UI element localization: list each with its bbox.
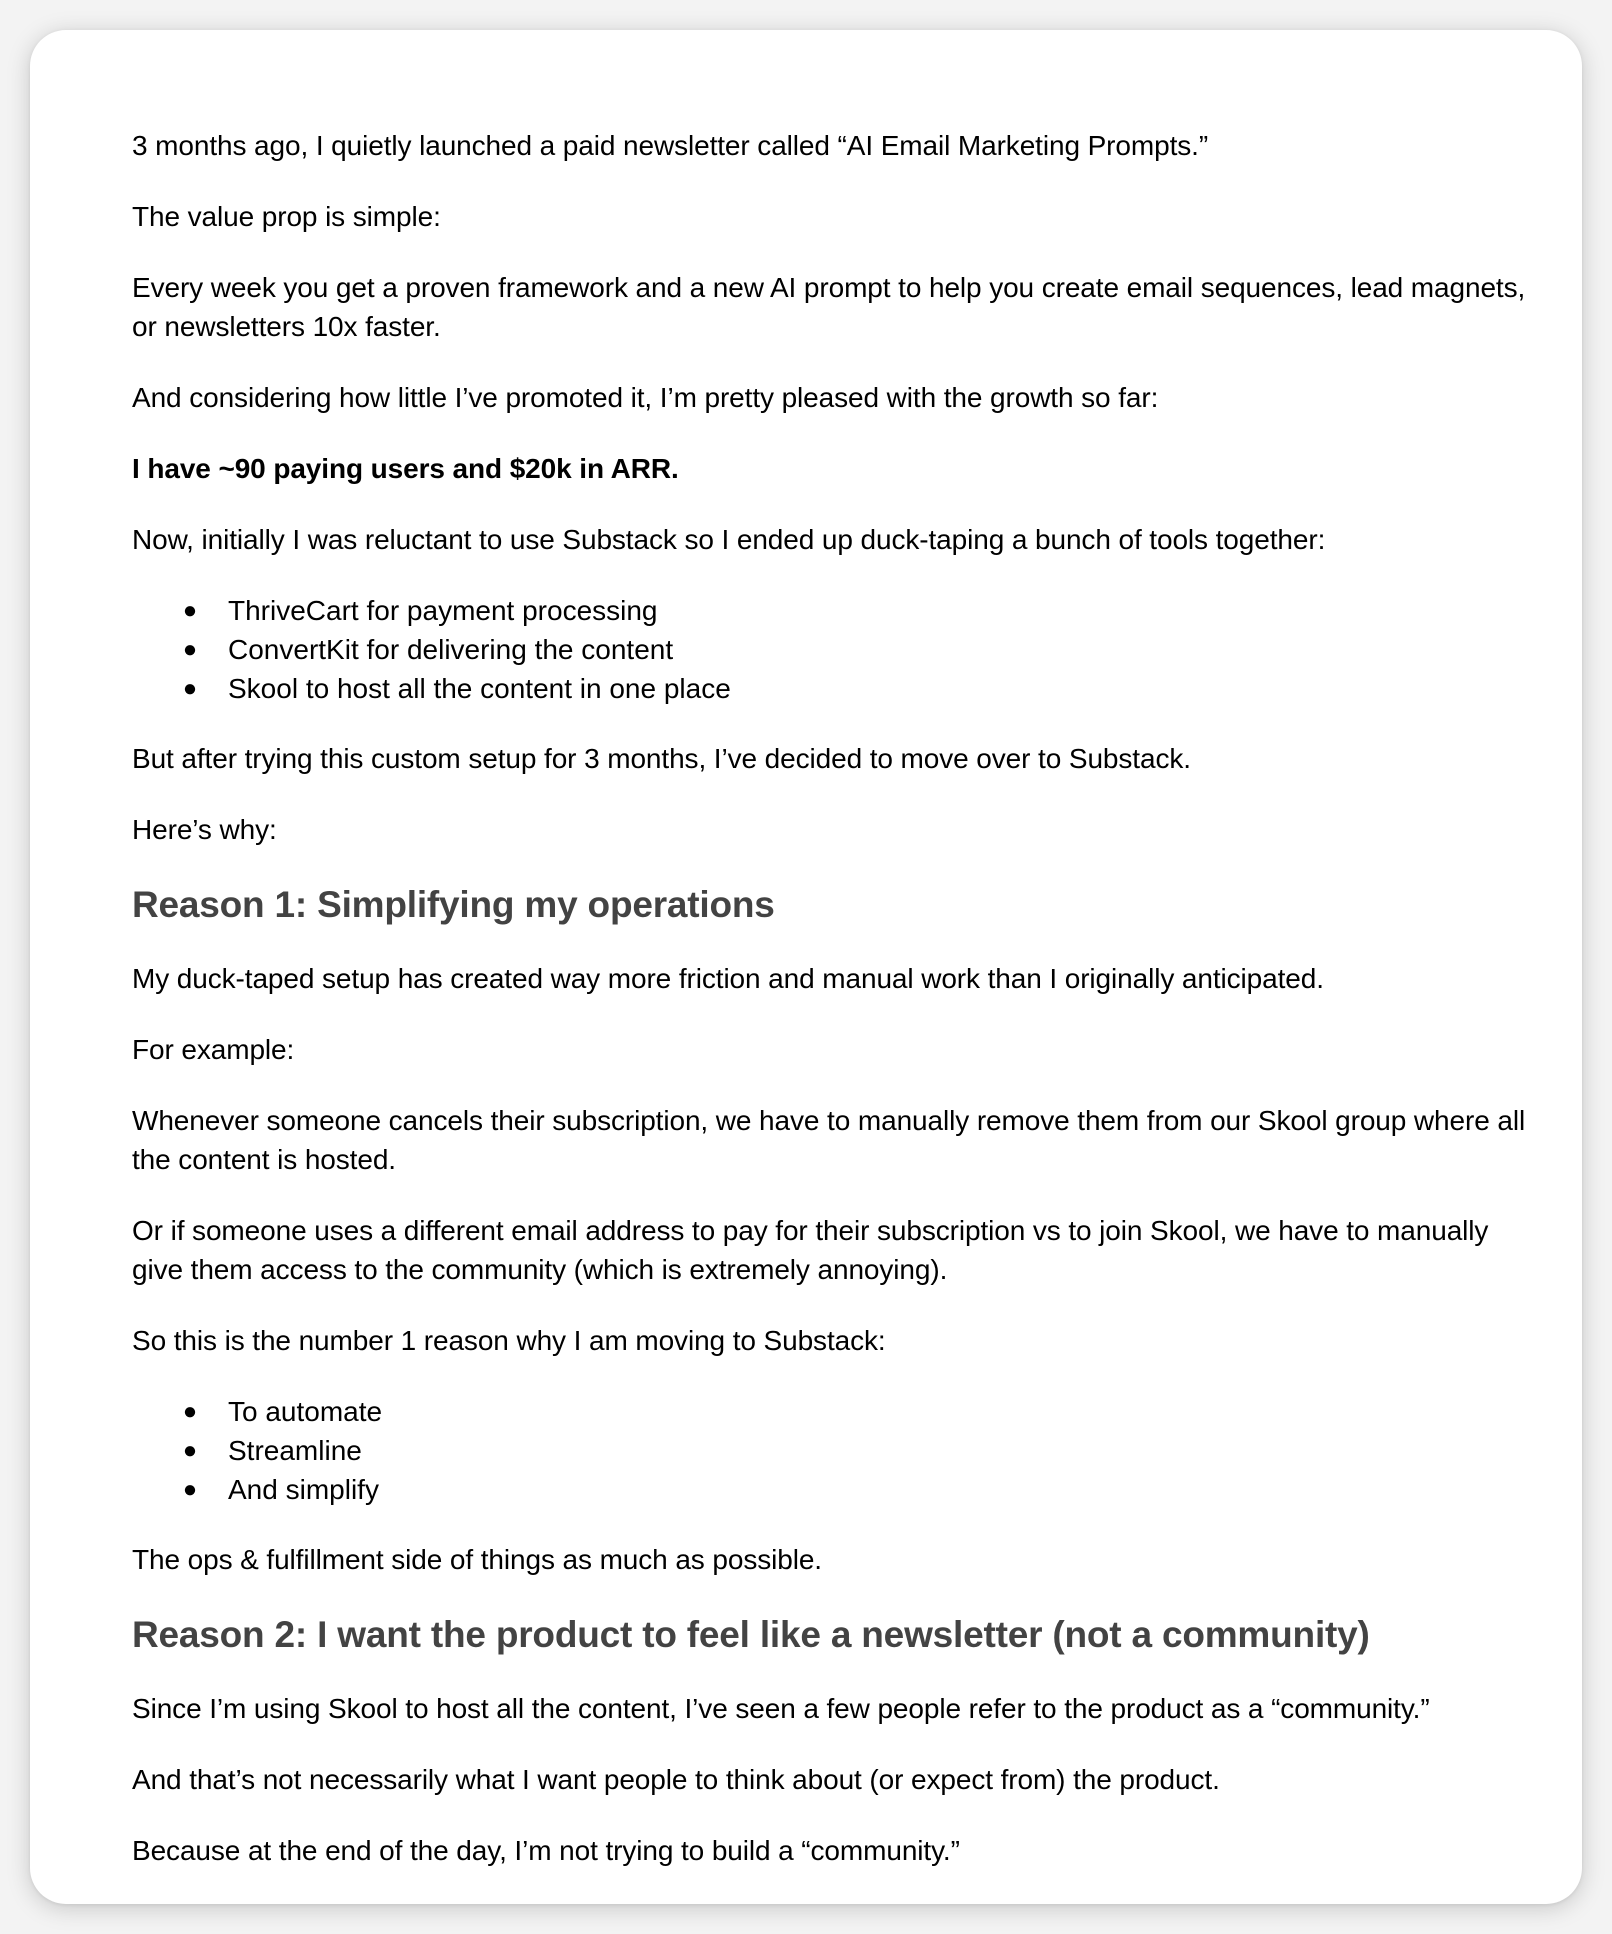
goals-list: [132, 1392, 1542, 1509]
paragraph-tools-intro: Now, initially I was reluctant to use Substack so I ended up duck-taping a bunch of tools together:: [132, 524, 1326, 555]
paragraph-weekly-framework: Every week you get a proven framework and a new AI prompt to help you create email sequences, lead magnets, or newsletters 10x faster.: [132, 272, 1526, 342]
heading-reason-1: Reason 1: Simplifying my operations: [132, 884, 775, 925]
paragraph-heres-why: Here’s why:: [132, 814, 277, 845]
paragraph-arr-highlight: I have ~90 paying users and $20k in ARR.: [132, 453, 679, 484]
paragraph-growth: And considering how little I’ve promoted it, I’m pretty pleased with the growth so far:: [132, 382, 1159, 413]
list-item-text: And simplify: [228, 1474, 379, 1505]
bullet-icon: ●: [182, 1476, 198, 1503]
bullet-icon: ●: [182, 1398, 198, 1425]
paragraph-not-community: Because at the end of the day, I’m not trying to build a “community.”: [132, 1835, 960, 1866]
paragraph-intro: 3 months ago, I quietly launched a paid newsletter called “AI Email Marketing Prompts.”: [132, 130, 1209, 161]
paragraph-expectations: And that’s not necessarily what I want people to think about (or expect from) the product.: [132, 1764, 1220, 1795]
bullet-icon: ●: [182, 597, 198, 624]
list-item: [132, 630, 1542, 669]
article-card: [30, 30, 1582, 1904]
bullet-icon: ●: [182, 1437, 198, 1464]
list-item: [132, 1431, 1542, 1470]
list-item: [132, 1392, 1542, 1431]
list-item-text: Skool to host all the content in one place: [228, 673, 731, 704]
paragraph-cancellations: Whenever someone cancels their subscription, we have to manually remove them from our Skool group where all the content is hosted.: [132, 1105, 1526, 1175]
paragraph-decision: But after trying this custom setup for 3 months, I’ve decided to move over to Substack.: [132, 743, 1191, 774]
list-item: [132, 591, 1542, 630]
paragraph-value-prop: The value prop is simple:: [132, 201, 441, 232]
list-item: [132, 669, 1542, 708]
list-item-text: ConvertKit for delivering the content: [228, 634, 674, 665]
list-item-text: To automate: [228, 1396, 383, 1427]
bullet-icon: ●: [182, 675, 198, 702]
paragraph-reason-summary: So this is the number 1 reason why I am moving to Substack:: [132, 1325, 886, 1356]
list-item-text: ThriveCart for payment processing: [228, 595, 658, 626]
paragraph-ops-fulfillment: The ops & fulfillment side of things as much as possible.: [132, 1544, 822, 1575]
paragraph-community-perception: Since I’m using Skool to host all the content, I’ve seen a few people refer to the product as a “community.”: [132, 1693, 1430, 1724]
bullet-icon: ●: [182, 636, 198, 663]
list-item: [132, 1470, 1542, 1509]
heading-reason-2: Reason 2: I want the product to feel like a newsletter (not a community): [132, 1614, 1370, 1655]
paragraph-email-mismatch: Or if someone uses a different email address to pay for their subscription vs to join Skool, we have to manually give them access to the community (which is extremely annoying).: [132, 1215, 1489, 1285]
article-body: [132, 126, 1542, 1902]
list-item-text: Streamline: [228, 1435, 362, 1466]
paragraph-for-example: For example:: [132, 1034, 295, 1065]
tools-list: [132, 591, 1542, 708]
paragraph-friction: My duck-taped setup has created way more friction and manual work than I originally anticipated.: [132, 963, 1324, 994]
